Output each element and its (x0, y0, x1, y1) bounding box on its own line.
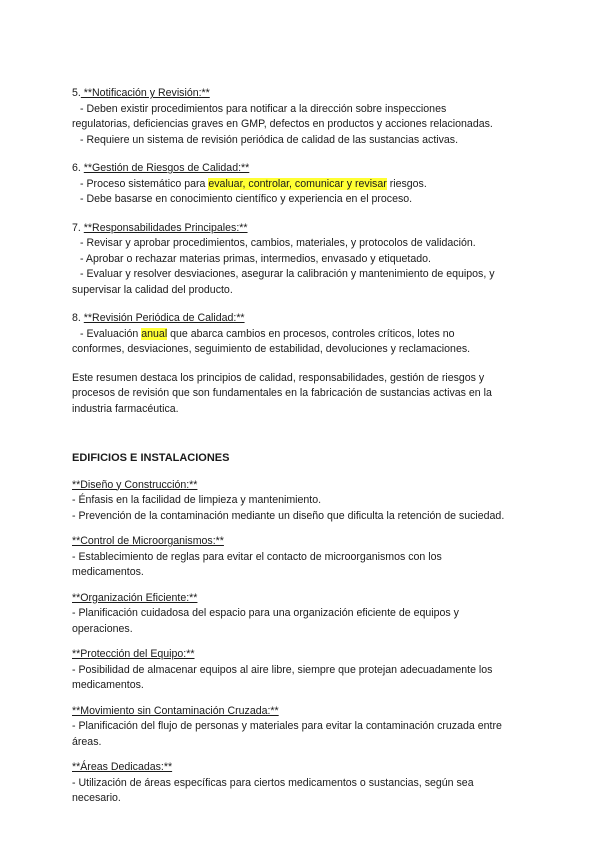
body-line: necesario. (72, 792, 121, 804)
subsection-proteccion (72, 647, 532, 694)
text-run: riesgos. (386, 177, 427, 190)
subsection-title: **Organización Eficiente:** (72, 591, 198, 604)
body-line: regulatorias, deficiencias graves en GMP, defectos en productos y acciones relacionadas. (72, 118, 493, 130)
section-number: 8. (72, 312, 81, 324)
section-title: **Gestión de Riesgos de Calidad:** (83, 162, 250, 174)
body-line: - Deben existir procedimientos para notificar a la dirección sobre inspecciones (80, 102, 447, 115)
subsection-title: **Control de Microorganismos:** (72, 535, 224, 547)
section-number: 6. (72, 162, 81, 174)
section-title: **Responsabilidades Principales:** (83, 221, 248, 234)
body-line: operaciones. (72, 622, 133, 635)
body-line: - Planificación cuidadosa del espacio para una organización eficiente de equipos y (72, 607, 459, 619)
summary-line: industria farmacéutica. (72, 402, 179, 415)
highlighted-text: evaluar, controlar, comunicar y revisar (208, 177, 387, 190)
chapter-heading: EDIFICIOS E INSTALACIONES (72, 452, 230, 464)
summary-paragraph (72, 371, 532, 418)
highlighted-text: anual (141, 327, 168, 340)
subsection-title: **Áreas Dedicadas:** (72, 761, 173, 773)
body-line: - Debe basarse en conocimiento científico y experiencia en el proceso. (80, 193, 413, 205)
subsection-title: **Movimiento sin Contaminación Cruzada:** (72, 704, 279, 717)
document-page (72, 86, 532, 817)
subsection-microorganismos (72, 534, 532, 581)
body-line: - Planificación del flujo de personas y materiales para evitar la contaminación cruzada entre (72, 720, 502, 732)
body-line: medicamentos. (72, 566, 144, 578)
body-line: supervisar la calidad del producto. (72, 283, 233, 296)
body-line: áreas. (72, 735, 102, 748)
section-heading (72, 221, 532, 237)
summary-line: procesos de revisión que son fundamentales en la fabricación de sustancias activas en la (72, 387, 492, 399)
subsection-title: **Protección del Equipo:** (72, 648, 195, 660)
subsection-diseno (72, 478, 532, 525)
body-line: medicamentos. (72, 679, 144, 691)
subsection-title: **Diseño y Construcción:** (72, 478, 198, 491)
text-run: - Proceso sistemático para (80, 177, 209, 190)
subsection-organizacion (72, 591, 532, 638)
text-run: que abarca cambios en procesos, controles críticos, lotes no (167, 327, 455, 340)
body-line: - Evaluar y resolver desviaciones, asegurar la calibración y mantenimiento de equipos, y (80, 268, 495, 280)
section-title: **Notificación y Revisión:** (80, 87, 210, 99)
section-gestion-riesgos (72, 161, 532, 208)
section-revision-periodica (72, 311, 532, 358)
body-line: - Prevención de la contaminación mediante un diseño que dificulta la retención de suciedad. (72, 509, 505, 522)
body-line: - Aprobar o rechazar materias primas, intermedios, envasado y etiquetado. (80, 252, 431, 265)
section-heading (72, 86, 532, 102)
section-number: 5. (72, 87, 81, 99)
body-line: - Énfasis en la facilidad de limpieza y mantenimiento. (72, 494, 322, 506)
body-line: - Utilización de áreas específicas para ciertos medicamentos o sustancias, según sea (72, 776, 474, 789)
subsection-movimiento (72, 704, 532, 751)
body-line: - Posibilidad de almacenar equipos al aire libre, siempre que protejan adecuadamente los (72, 663, 493, 676)
body-line: - Establecimiento de reglas para evitar el contacto de microorganismos con los (72, 550, 442, 563)
body-line: - Requiere un sistema de revisión periódica de calidad de las sustancias activas. (80, 133, 459, 146)
body-line (72, 177, 532, 193)
body-line (72, 327, 532, 343)
subsection-areas-dedicadas (72, 760, 532, 807)
section-heading (72, 311, 532, 327)
section-notificacion (72, 86, 532, 148)
section-heading (72, 161, 532, 177)
text-run: - Evaluación (80, 327, 142, 340)
section-responsabilidades (72, 221, 532, 299)
section-title: **Revisión Periódica de Calidad:** (83, 312, 245, 324)
body-line: - Revisar y aprobar procedimientos, cambios, materiales, y protocolos de validación. (80, 237, 476, 249)
summary-line: Este resumen destaca los principios de calidad, responsabilidades, gestión de riesgos y (72, 371, 485, 384)
section-number: 7. (72, 221, 81, 234)
body-line: conformes, desviaciones, seguimiento de estabilidad, devoluciones y reclamaciones. (72, 343, 471, 355)
